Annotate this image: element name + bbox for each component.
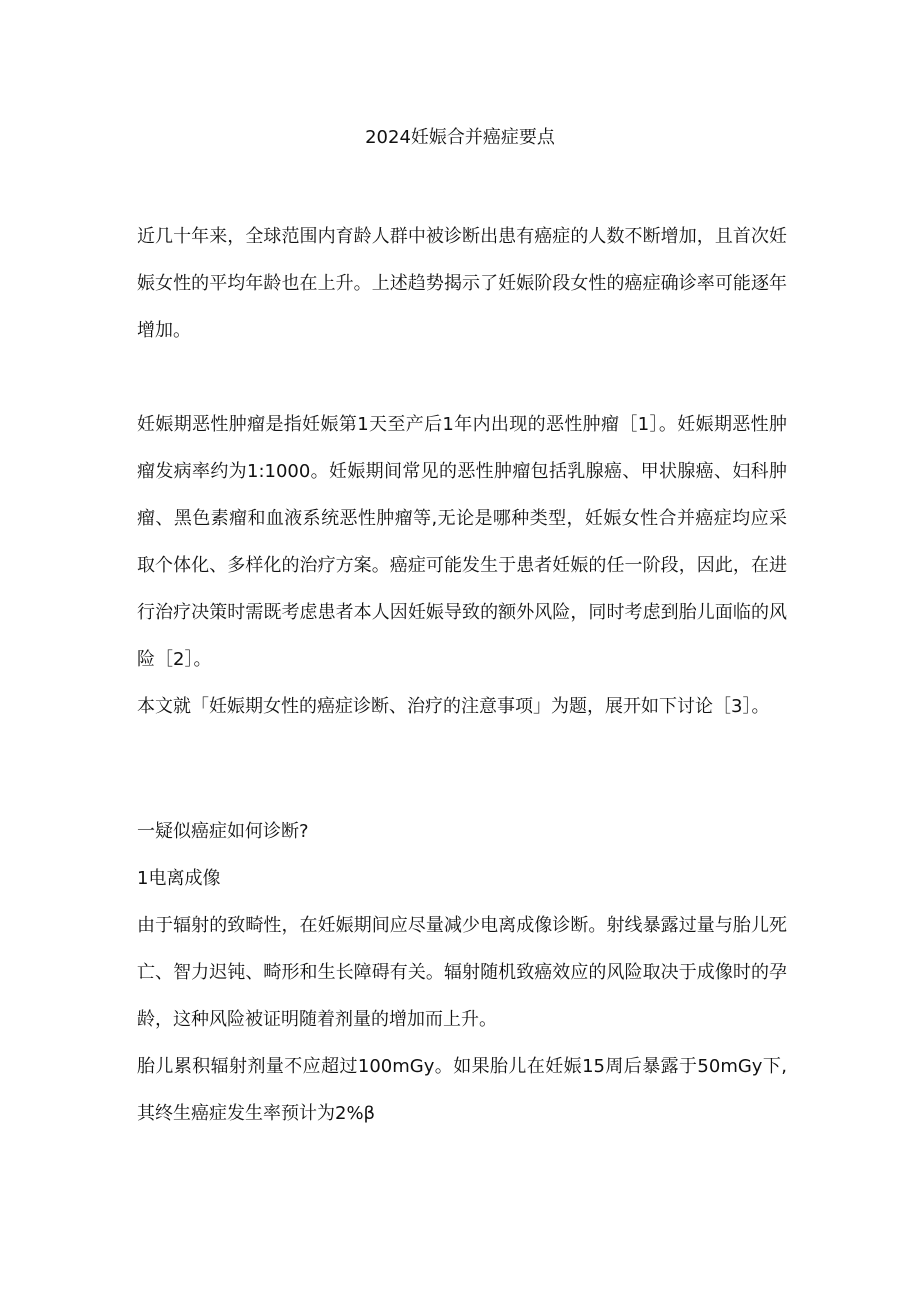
paragraph-radiation-dose: 胎儿累积辐射剂量不应超过100mGy。如果胎儿在妊娠15周后暴露于50mGy下,其终生癌症发生率预计为2%β (137, 1056, 787, 1124)
section-heading: 一疑似癌症如何诊断? (137, 821, 309, 842)
paragraph-scope: 本文就「妊娠期女性的癌症诊断、治疗的注意事项」为题，展开如下讨论［3］。 (137, 696, 770, 717)
paragraph-definition: 妊娠期恶性肿瘤是指妊娠第1天至产后1年内出现的恶性肿瘤［1］。妊娠期恶性肿瘤发病率约为1:1000。妊娠期间常见的恶性肿瘤包括乳腺癌、甲状腺癌、妇科肿瘤、黑色素瘤和血液系统恶性肿瘤等,无论是哪种类型，妊娠女性合并癌症均应采取个体化、多样化的治疗方案。癌症可能发生于患者妊娠的任一阶段，因此，在进行治疗决策时需既考虑患者本人因妊娠导致的额外风险，同时考虑到胎儿面临的风险［2］。 (137, 414, 787, 670)
paragraph-ionizing-imaging: 由于辐射的致畸性，在妊娠期间应尽量减少电离成像诊断。射线暴露过量与胎儿死亡、智力迟钝、畸形和生长障碍有关。辐射随机致癌效应的风险取决于成像时的孕龄，这种风险被证明随着剂量的增加而上升。 (137, 915, 787, 1030)
subsection-heading: 1电离成像 (137, 868, 221, 889)
paragraph-intro: 近几十年来，全球范围内育龄人群中被诊断出患有癌症的人数不断增加，且首次妊娠女性的平均年龄也在上升。上述趋势揭示了妊娠阶段女性的癌症确诊率可能逐年增加。 (137, 226, 787, 341)
document-title: 2024妊娠合并癌症要点 (365, 127, 555, 148)
